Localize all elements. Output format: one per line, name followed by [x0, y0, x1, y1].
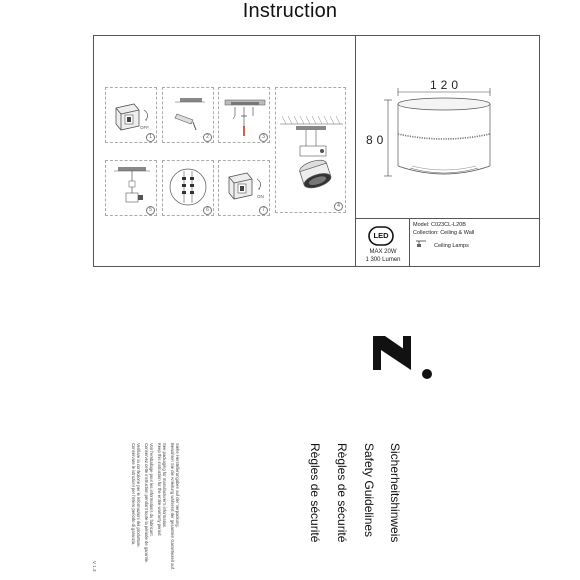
fineprint-6: Conservez cette instruction pendant toute la période de garantie.	[144, 443, 149, 564]
fineprint-2: Bewahren Sie die Anleitung während der gesamten Garantiezeit auf.	[170, 443, 175, 571]
step-number: 2	[203, 133, 212, 142]
step-1-switch-off	[105, 87, 157, 143]
on-label: ON	[257, 194, 264, 199]
model-number: Model: C023CL-L20B	[413, 222, 466, 228]
fineprint-8: Conservare le istruzioni per l'intero periodo di garanzia.	[131, 443, 136, 546]
step-5-wiring	[105, 160, 157, 216]
guideline-fr-2: Règles de sécurité	[308, 443, 322, 543]
collection-name: Collection: Ceiling & Wall	[413, 230, 475, 236]
step-number: 5	[146, 206, 155, 215]
width-dimension: 120	[430, 78, 463, 92]
lumen-rating: 1 300 Lumen	[365, 257, 401, 263]
led-badge-label: LED	[373, 231, 389, 240]
fineprint-4: Keep this instruction for the entire warranty period.	[157, 443, 162, 537]
ceiling-lamp-icon	[415, 240, 427, 250]
frame-divider-horizontal	[355, 218, 540, 219]
category-label: Ceiling Lamps	[434, 243, 469, 249]
fineprint-7: Verifiare la confezione per le informazioni del produttore.	[136, 443, 141, 548]
fineprint-3: See packaging for manufacturer's information.	[162, 443, 167, 529]
step-number: 1	[146, 133, 155, 142]
frame-divider-vertical	[355, 35, 356, 267]
step-number: 4	[334, 202, 343, 211]
step-2-mount-plate	[162, 87, 214, 143]
version-label: V 1.3	[92, 561, 97, 572]
step-number: 3	[259, 133, 268, 142]
step-4-attach-lamp	[275, 87, 346, 213]
step-number: 6	[203, 206, 212, 215]
off-label: OFF	[140, 125, 149, 130]
step-3-fix-plate	[218, 87, 270, 143]
brand-logo-icon	[371, 330, 435, 380]
guideline-de: Sicherheitshinweis	[388, 443, 402, 543]
power-rating: MAX 20W	[369, 249, 397, 255]
attach-lamp-illustration	[276, 88, 347, 214]
guideline-fr-1: Règles de sécurité	[335, 443, 349, 543]
step-number: 7	[259, 206, 268, 215]
fineprint-1: Siehe Herstellerangaben auf der Verpackung.	[175, 443, 180, 528]
step-7-switch-on	[218, 160, 270, 216]
guideline-en: Safety Guidelines	[362, 443, 376, 538]
page-title: Instruction	[242, 0, 338, 22]
height-dimension: 80	[366, 133, 388, 147]
step-6-connect-wires	[162, 160, 214, 216]
fineprint-5: Voir l'emballage pour les informations du fabricant.	[149, 443, 154, 537]
